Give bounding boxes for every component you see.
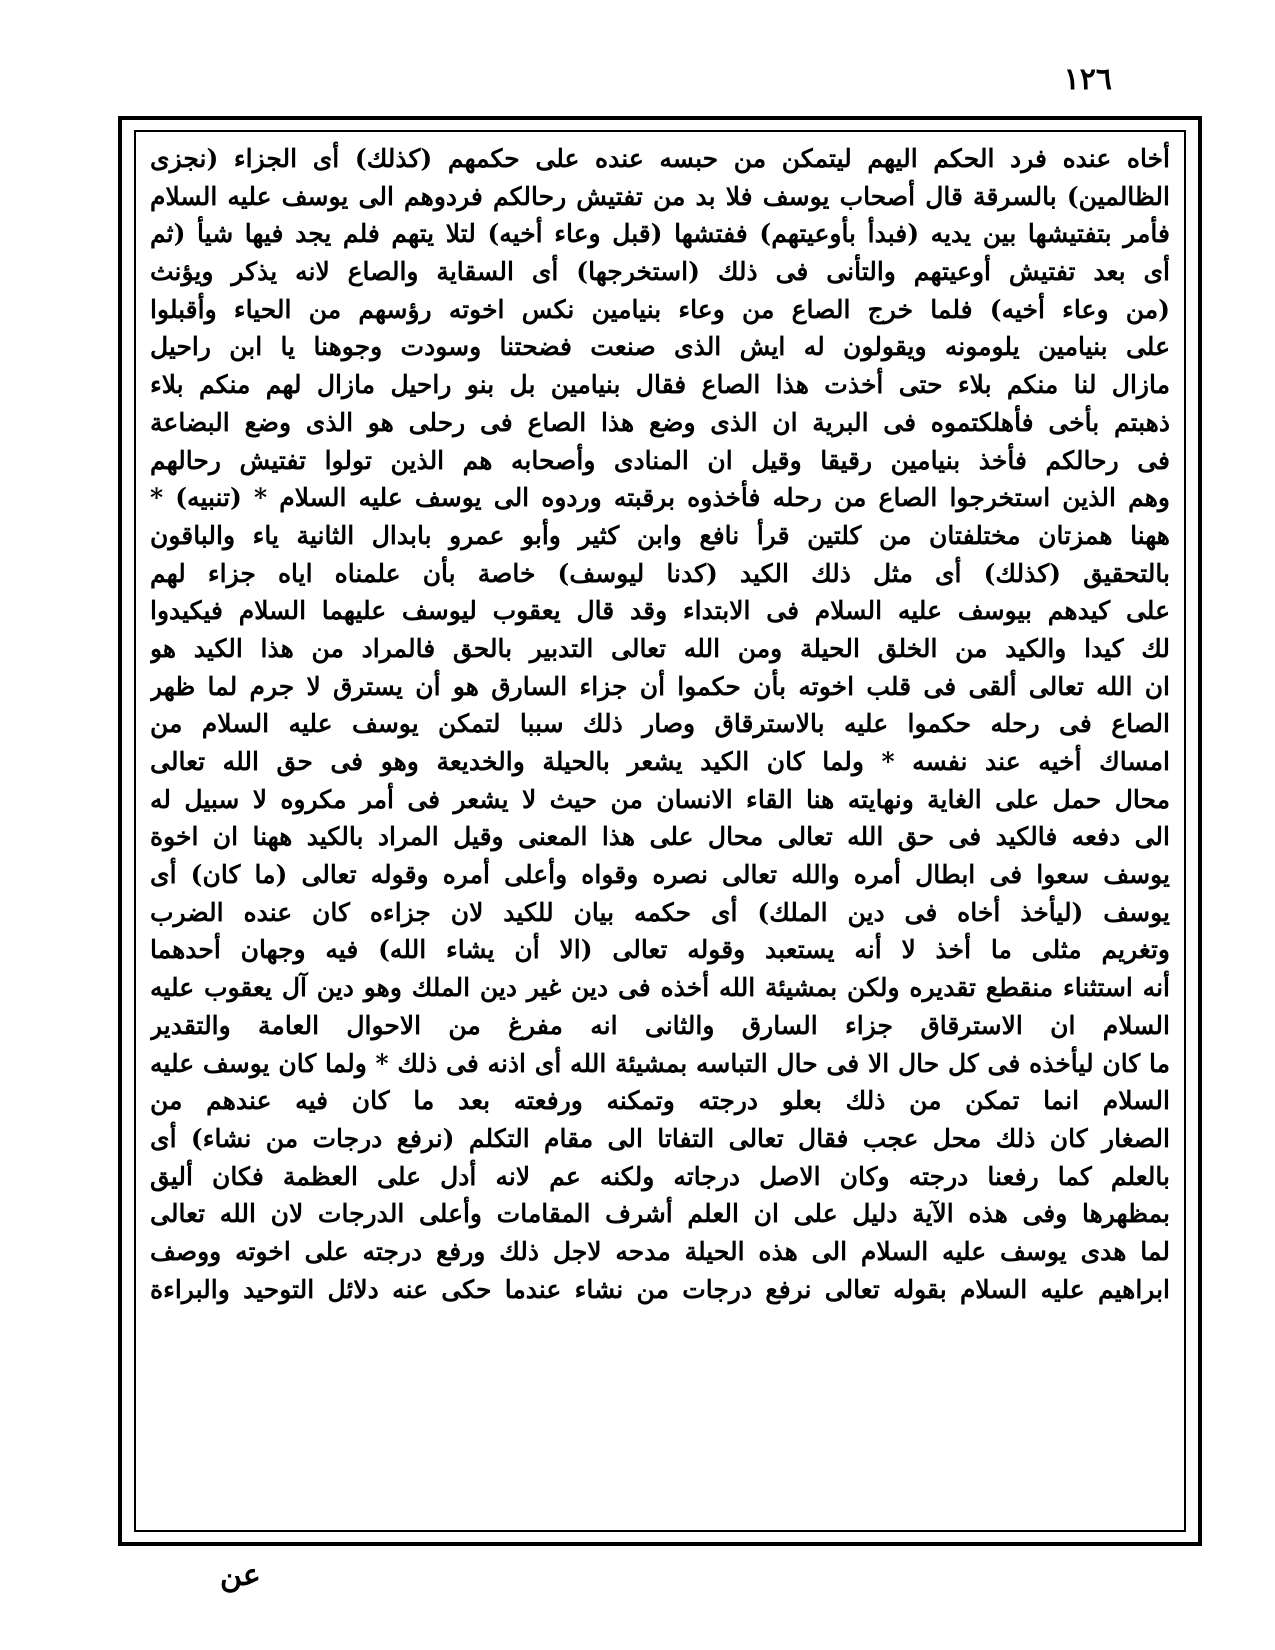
- text-line: السلام ان الاسترقاق جزاء السارق والثانى انه مفرغ من الاحوال العامة والتقدير: [150, 1010, 1170, 1040]
- text-line: ان الله تعالى ألقى فى قلب اخوته بأن حكموا أن جزاء السارق هو أن يسترق لا جرم لما ظهر: [150, 671, 1170, 701]
- text-line: ذهبتم بأخى فأهلكتموه فى البرية ان الذى وضع هذا الصاع فى رحلى هو الذى وضع البضاعة: [150, 407, 1170, 437]
- text-line: بالعلم كما رفعنا درجته وكان الاصل درجاته ولكنه عم لانه أدل على العظمة فكان أليق: [150, 1161, 1170, 1191]
- text-line: الصاع فى رحله حكموا عليه بالاسترقاق وصار ذلك سببا لتمكن يوسف عليه السلام من: [150, 709, 1170, 739]
- text-line: بالتحقيق (كذلك) أى مثل ذلك الكيد (كدنا ليوسف) خاصة بأن علمناه اياه جزاء لهم: [150, 558, 1170, 588]
- text-line: على كيدهم بيوسف عليه السلام فى الابتداء وقد قال يعقوب ليوسف عليهما السلام فيكيدوا: [150, 596, 1170, 626]
- text-line: يوسف سعوا فى ابطال أمره والله تعالى نصره وقواه وأعلى أمره وقوله تعالى (ما كان) أى: [150, 860, 1170, 890]
- text-line: مازال لنا منكم بلاء حتى أخذت هذا الصاع فقال بنيامين بل بنو راحيل مازال لهم منكم بلاء: [150, 370, 1170, 400]
- text-line: السلام انما تمكن من ذلك بعلو درجته وتمكنه ورفعته بعد ما كان فيه عندهم من: [150, 1086, 1170, 1116]
- text-line: على بنيامين يلومونه ويقولون له ايش الذى صنعت فضحتنا وسودت وجوهنا يا ابن راحيل: [150, 332, 1170, 362]
- page-number: ١٢٦: [1063, 62, 1112, 97]
- catchword: عن: [220, 1558, 261, 1593]
- text-line: وتغريم مثلى ما أخذ لا أنه يستعبد وقوله تعالى (الا أن يشاء الله) فيه وجهان أحدهما: [150, 935, 1170, 965]
- text-line: لما هدى يوسف عليه السلام الى هذه الحيلة مدحه لاجل ذلك ورفع درجته على اخوته ووصف: [150, 1236, 1170, 1266]
- text-line: الصغار كان ذلك محل عجب فقال تعالى التفاتا الى مقام التكلم (نرفع درجات من نشاء) أى: [150, 1123, 1170, 1153]
- text-line: فى رحالكم فأخذ بنيامين رقيقا وقيل ان المنادى وأصحابه هم الذين تولوا تفتيش رحالهم: [150, 445, 1170, 475]
- text-line: أخاه عنده فرد الحكم اليهم ليتمكن من حبسه عنده على حكمهم (كذلك) أى الجزاء (نجزى: [150, 144, 1170, 173]
- text-line: محال حمل على الغاية ونهايته هنا القاء الانسان من حيث لا يشعر فى أمر مكروه لا سبيل له: [150, 784, 1170, 814]
- text-line: ههنا همزتان مختلفتان من كلتين قرأ نافع وابن كثير وأبو عمرو بابدال الثانية ياء والباقون: [150, 520, 1170, 550]
- text-line: فأمر بتفتيشها بين يديه (فبدأ بأوعيتهم) ففتشها (قبل وعاء أخيه) لتلا يتهم فلم يجد فيها شيأ (ثم: [150, 219, 1170, 249]
- text-line: وهم الذين استخرجوا الصاع من رحله فأخذوه برقبته وردوه الى يوسف عليه السلام * (تنبيه) *: [150, 483, 1170, 513]
- text-line: (من وعاء أخيه) فلما خرج الصاع من وعاء بنيامين نكس اخوته رؤسهم من الحياء وأقبلوا: [150, 294, 1170, 324]
- text-line: الى دفعه فالكيد فى حق الله تعالى محال على هذا المعنى وقيل المراد بالكيد ههنا ان اخوة: [150, 822, 1170, 852]
- text-line: ما كان ليأخذه فى كل حال الا فى حال التباسه بمشيئة الله أى اذنه فى ذلك * ولما كان يوسف عليه: [150, 1048, 1170, 1078]
- text-body: [150, 140, 1170, 1525]
- text-line: بمظهرها وفى هذه الآية دليل على ان العلم أشرف المقامات وأعلى الدرجات لان الله تعالى: [150, 1199, 1170, 1229]
- text-line: لك كيدا والكيد من الخلق الحيلة ومن الله تعالى التدبير بالحق فالمراد من هذا الكيد هو: [150, 633, 1170, 663]
- text-line: أى بعد تفتيش أوعيتهم والتأنى فى ذلك (استخرجها) أى السقاية والصاع لانه يذكر ويؤنث: [150, 257, 1170, 287]
- text-line: امساك أخيه عند نفسه * ولما كان الكيد يشعر بالحيلة والخديعة وهو فى حق الله تعالى: [150, 747, 1170, 776]
- text-line: أنه استثناء منقطع تقديره ولكن بمشيئة الله أخذه فى دين غير دين الملك وهو دين آل يعقوب عليه: [150, 973, 1170, 1003]
- text-line: الظالمين) بالسرقة قال أصحاب يوسف فلا بد من تفتيش رحالكم فردوهم الى يوسف عليه السلام: [150, 181, 1170, 211]
- text-line: يوسف (ليأخذ أخاه فى دين الملك) أى حكمه بيان للكيد لان جزاءه كان عنده الضرب: [150, 897, 1170, 927]
- text-line: ابراهيم عليه السلام بقوله تعالى نرفع درجات من نشاء عندما حكى عنه دلائل التوحيد والبراءة: [150, 1274, 1170, 1304]
